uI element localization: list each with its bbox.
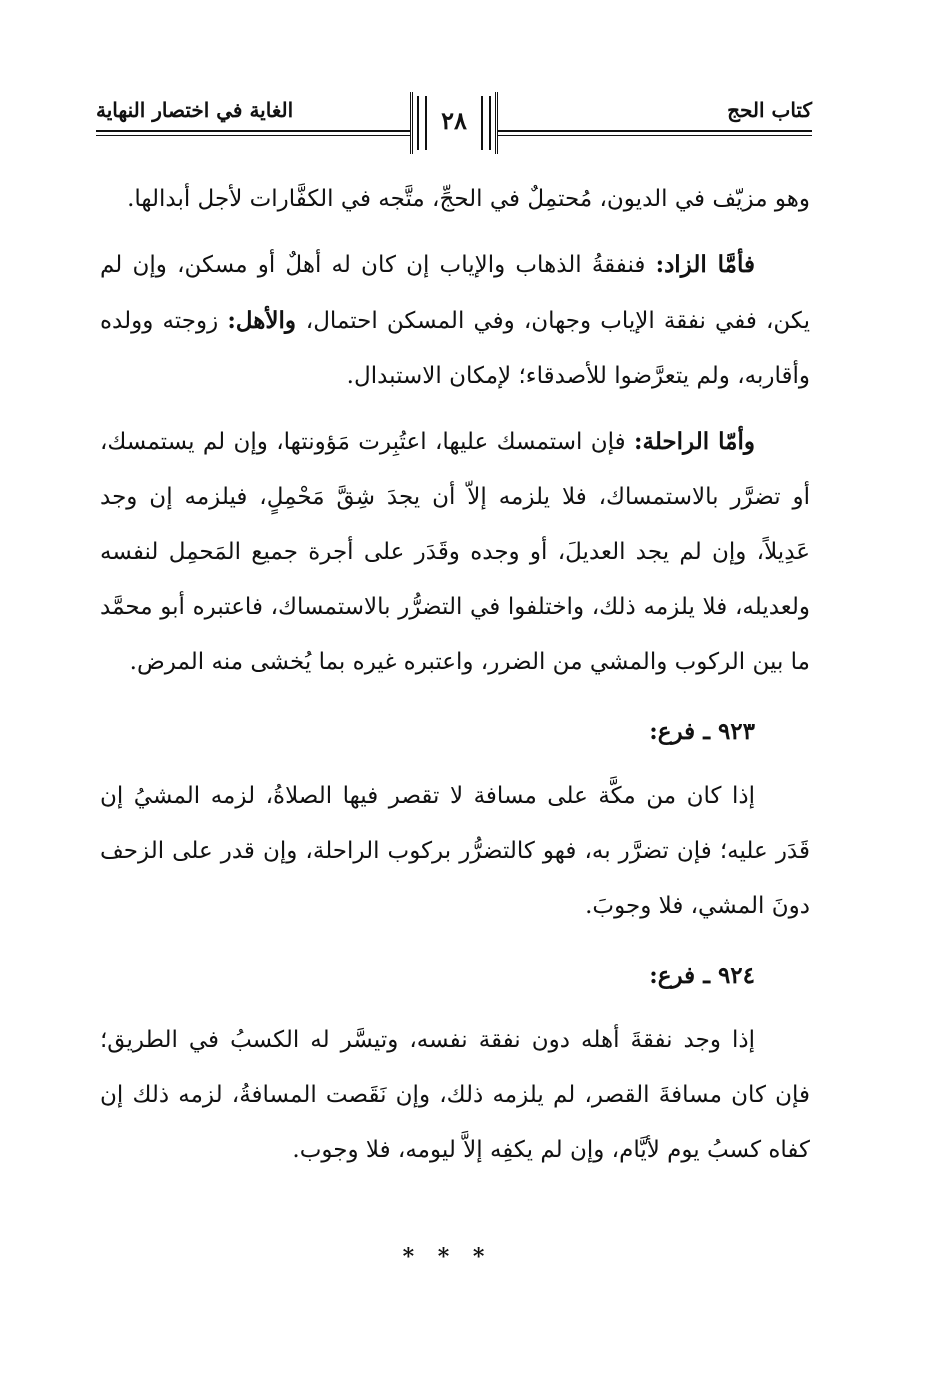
- page-body: [100, 172, 810, 1188]
- rahila-heading: وأمّا الراحلة:: [634, 428, 756, 455]
- section-end-stars: * * *: [402, 1244, 493, 1270]
- paragraph-924-text: إذا وجد نفقةَ أهله دون نفقة نفسه، وتيسَّر له الكسبُ في الطريق؛ فإن كان مسافةَ القصر، لم يلزمه ذلك، وإن نَقَصت المسافةُ، لزمه ذلك إن كفاه كسبُ يوم لأيَّام، وإن لم يكفِه إلاَّ ليومه، فلا وجوب.: [100, 1027, 810, 1163]
- paragraph-rahila: [100, 414, 810, 690]
- paragraph-1: [100, 172, 810, 227]
- paragraph-924: [100, 1013, 810, 1178]
- paragraph-zad: [100, 237, 810, 404]
- page-number: ٢٨: [441, 106, 467, 135]
- zad-text: فنفقةُ الذهاب والإياب إن كان له أهلٌ أو مسكن، وإن لم يكن، ففي نفقة الإياب وجهان، وفي المسكن احتمال،: [100, 252, 811, 334]
- work-title: الغاية في اختصار النهاية: [96, 98, 294, 122]
- ahl-heading: والأهل:: [227, 307, 306, 334]
- rahila-text: فإن استمسك عليها، اعتُبِرت مَؤونتها، وإن لم يستمسك، أو تضرَّر بالاستمساك، فلا يلزمه إلاّ أن يجدَ شِقَّ مَحْمِلٍ، فيلزمه إن وجد عَدِيلاً، وإن لم يجد العديلَ، أو وجده وقَدَر على أجرة جميع المَحمِل لنفسه ولعديله، فلا يلزمه ذلك، واختلفوا في التضرُّر بالاستمساك، فاعتبره أبو محمَّد ما بين الركوب والمشي من الضرر، واعتبره غيره بما يُخشى منه المرض.: [100, 429, 810, 675]
- page-header: [96, 92, 812, 156]
- paragraph-923-text: إذا كان من مكَّة على مسافة لا تقصر فيها الصلاةُ، لزمه المشيُ إن قَدَر عليه؛ فإن تضرَّر به، فهو كالتضرُّر بركوب الراحلة، وإن قدر على الزحف دونَ المشي، فلا وجوبَ.: [100, 783, 810, 919]
- section-heading-923: ٩٢٣ ـ فرع:: [649, 718, 755, 745]
- paragraph-1-text: وهو مزيّف في الديون، مُحتمِلٌ في الحجِّ، متَّجه في الكفَّارات لأجل أبدالها.: [127, 186, 810, 212]
- zad-heading: فأمَّا الزاد:: [655, 251, 755, 278]
- ahl-text: زوجته وولده وأقاربه، ولم يتعرَّضوا للأصدقاء؛ لإمكان الاستبدال.: [100, 308, 810, 389]
- book-title: كتاب الحج: [727, 98, 812, 122]
- paragraph-923: [100, 769, 810, 934]
- section-heading-924: ٩٢٤ ـ فرع:: [649, 962, 755, 989]
- page-number-frame: [410, 92, 498, 154]
